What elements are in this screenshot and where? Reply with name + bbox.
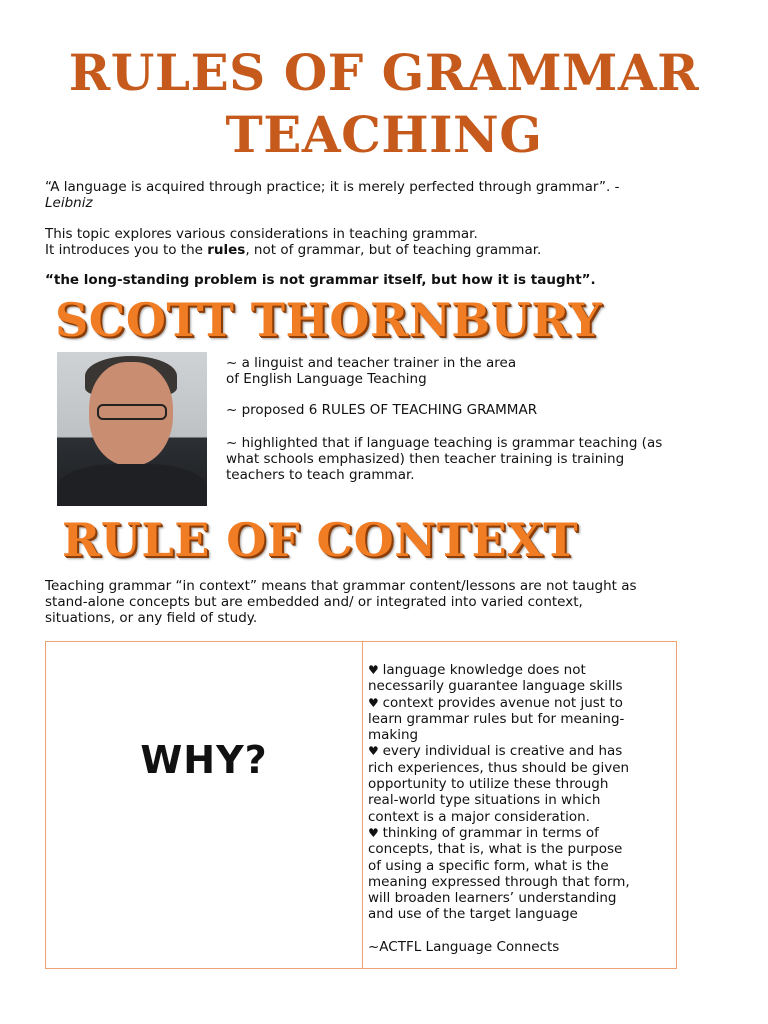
reason-line [368,711,668,727]
bio-highlighted-line-2: what schools emphasized) then teacher training is training [226,451,625,467]
intro-line-1: This topic explores various considerations in teaching grammar. [45,226,478,242]
intro-rules-bold: rules [207,242,246,258]
photo-glasses [97,404,167,420]
reason-line [368,858,668,874]
reason-line [368,776,668,792]
reason-line [368,678,668,694]
bio-proposed: ~ proposed 6 RULES OF TEACHING GRAMMAR [226,402,538,418]
reason-text: of using a specific form, what is the [368,857,609,874]
heart-icon: ♥ [368,663,383,677]
bio-linguist-line-2: of English Language Teaching [226,371,427,387]
context-description-line-1: Teaching grammar “in context” means that grammar content/lessons are not taught as [45,578,637,594]
bio-highlighted [226,435,726,483]
scott-thornbury-banner: SCOTT THORNBURY [55,293,602,347]
reason-text: making [368,727,419,744]
heart-icon: ♥ [368,695,383,710]
reason-item [368,825,668,923]
bio-highlighted-line-3: teachers to teach grammar. [226,467,415,483]
reason-text: necessarily guarantee language skills [368,678,623,695]
reason-line [368,760,668,776]
reason-line [368,874,668,890]
reasons-list [368,662,668,955]
context-description-line-2: stand-alone concepts but are embedded and/ or integrated into varied context, [45,594,583,610]
reason-line [368,906,668,922]
bio-highlighted-line-1: ~ highlighted that if language teaching is grammar teaching (as [226,435,663,451]
reason-text: and use of the target language [368,906,578,923]
reason-text: will broaden learners’ understanding [368,890,617,907]
reason-line [368,792,668,808]
page-title-line-2: TEACHING [225,105,543,164]
reason-text: concepts, that is, what is the purpose [368,841,623,858]
author-photo [57,352,207,506]
reason-line [368,890,668,906]
quote-author: Leibniz [45,195,93,211]
reason-text: context provides avenue not just to [382,694,623,711]
intro-line-2-pre: It introduces you to the [45,242,208,258]
page-title-line-1: RULES OF GRAMMAR [68,43,700,102]
reason-line [368,825,668,841]
quote-text: “A language is acquired through practice; it is merely perfected through grammar”. - [45,179,620,195]
why-table [45,641,677,969]
heart-icon: ♥ [368,744,383,759]
reasons-source: ~ACTFL Language Connects [368,938,560,955]
heart-icon: ♥ [368,825,383,840]
reason-item [368,743,668,824]
reason-text: language knowledge does not [382,662,586,678]
intro-line-2 [45,242,735,258]
context-description [45,578,735,626]
reason-line [368,695,668,711]
reason-line [368,809,668,825]
why-heading: WHY? [140,738,268,782]
reason-line [368,743,668,759]
key-quote: “the long-standing problem is not grammar itself, but how it is taught”. [45,272,596,288]
reason-line [368,662,668,678]
context-description-line-3: situations, or any field of study. [45,610,258,626]
reason-text: real-world type situations in which [368,792,601,809]
reason-text: opportunity to utilize these through [368,776,609,793]
page-title [0,42,768,166]
reason-text: thinking of grammar in terms of [382,824,599,841]
intro-line-2-post: , not of grammar, but of teaching grammar. [245,242,542,258]
reason-text: meaning expressed through that form, [368,873,630,890]
reason-line [368,727,668,743]
reason-item [368,662,668,695]
intro-paragraph [45,226,735,258]
table-divider [362,642,363,968]
reason-text: context is a major consideration. [368,808,590,825]
photo-shirt [57,464,207,506]
reason-line [368,841,668,857]
bio-linguist-line-1: ~ a linguist and teacher trainer in the area [226,355,517,371]
bio-linguist [226,355,726,387]
reason-text: every individual is creative and has [382,743,623,760]
reason-text: rich experiences, thus should be given [368,759,630,776]
reason-item [368,695,668,744]
rule-of-context-banner: RULE OF CONTEXT [62,513,578,567]
reason-text: learn grammar rules but for meaning- [368,710,625,727]
leibniz-quote [45,179,735,211]
